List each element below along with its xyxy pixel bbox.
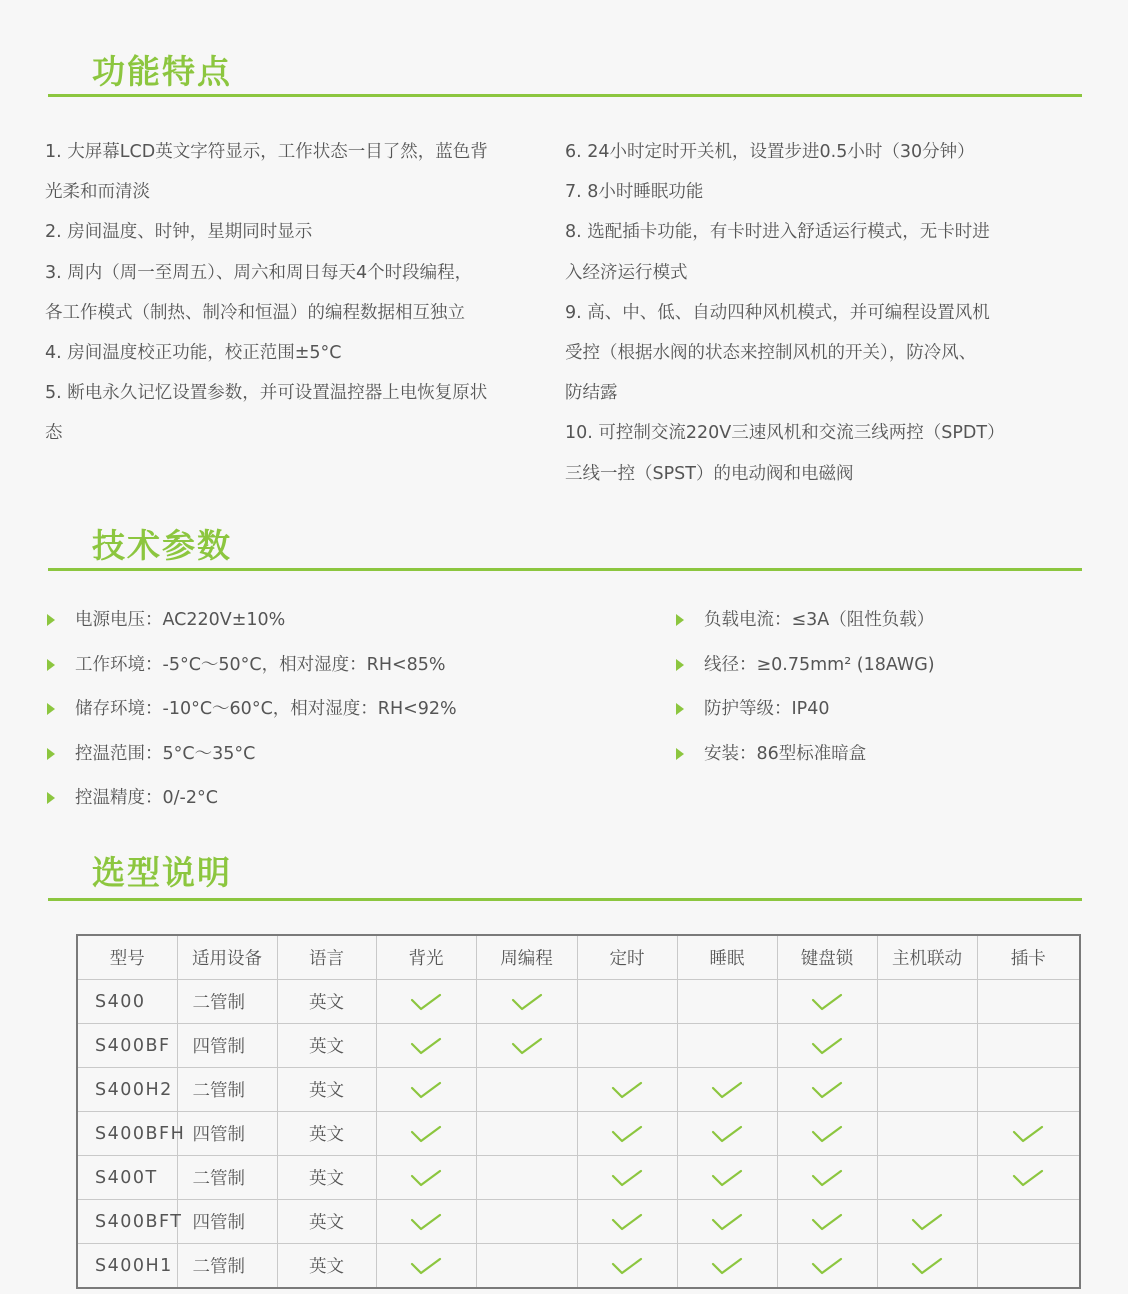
feature-line: 5. 断电永久记忆设置参数，并可设置温控器上电恢复原状 (45, 383, 488, 404)
spec-item (47, 687, 607, 732)
device-cell: 二管制 (177, 1244, 277, 1289)
table-header-cell: 语言 (277, 935, 376, 980)
spec-item (676, 687, 1076, 732)
device-cell: 四管制 (177, 1200, 277, 1244)
checkmark-icon (410, 992, 442, 1012)
feature-line: 各工作模式（制热、制冷和恒温）的编程数据相互独立 (45, 302, 465, 323)
table-header-cell: 插卡 (977, 935, 1080, 980)
spec-text: 电源电压：AC220V±10% (75, 610, 286, 630)
language-cell: 英文 (277, 1024, 376, 1068)
checkmark-icon (511, 1036, 543, 1056)
checkmark-icon (711, 1168, 743, 1188)
specs-right-column (676, 598, 1076, 776)
card-cell (977, 1156, 1080, 1200)
checkmark-icon (611, 1124, 643, 1144)
table-row (77, 1156, 1080, 1200)
timer-cell (577, 1024, 677, 1068)
sleep-cell (677, 1024, 777, 1068)
link-cell (877, 1112, 977, 1156)
checkmark-icon (611, 1168, 643, 1188)
link-cell (877, 1024, 977, 1068)
checkmark-icon (410, 1036, 442, 1056)
checkmark-icon (410, 1080, 442, 1100)
feature-line: 8. 选配插卡功能，有卡时进入舒适运行模式，无卡时进 (565, 222, 990, 243)
language-cell: 英文 (277, 1200, 376, 1244)
model-cell: S400H2 (77, 1068, 177, 1112)
checkmark-icon (611, 1212, 643, 1232)
keylock-cell (777, 980, 877, 1024)
model-cell: S400BF (77, 1024, 177, 1068)
checkmark-icon (811, 1168, 843, 1188)
weekly-cell (476, 1068, 577, 1112)
checkmark-icon (811, 1036, 843, 1056)
triangle-right-icon (47, 614, 55, 626)
spec-text: 工作环境：-5°C～50°C，相对湿度：RH<85% (75, 654, 446, 675)
language-cell: 英文 (277, 1156, 376, 1200)
triangle-right-icon (676, 659, 684, 671)
sleep-cell (677, 1244, 777, 1289)
language-cell: 英文 (277, 1112, 376, 1156)
checkmark-icon (1012, 1168, 1044, 1188)
sleep-cell (677, 1112, 777, 1156)
spec-item (47, 643, 607, 688)
triangle-right-icon (676, 614, 684, 626)
table-row (77, 1024, 1080, 1068)
backlight-cell (376, 1244, 476, 1289)
table-header-cell: 背光 (376, 935, 476, 980)
sleep-cell (677, 980, 777, 1024)
checkmark-icon (711, 1124, 743, 1144)
section-divider (48, 898, 1082, 901)
spec-text: 线径：≥0.75mm² (18AWG) (704, 654, 935, 675)
spec-item (676, 643, 1076, 688)
feature-line: 1. 大屏幕LCD英文字符显示，工作状态一目了然，蓝色背 (45, 142, 488, 162)
timer-cell (577, 1156, 677, 1200)
specs-left-column (47, 598, 607, 821)
triangle-right-icon (47, 748, 55, 760)
checkmark-icon (811, 992, 843, 1012)
spec-text: 控温精度：0/-2°C (75, 788, 218, 808)
spec-item (47, 598, 607, 643)
timer-cell (577, 1068, 677, 1112)
checkmark-icon (611, 1080, 643, 1100)
checkmark-icon (1012, 1124, 1044, 1144)
selection-table (76, 934, 1081, 1289)
backlight-cell (376, 1024, 476, 1068)
device-cell: 四管制 (177, 1112, 277, 1156)
section-title-specs: 技术参数 (92, 526, 232, 565)
device-cell: 四管制 (177, 1024, 277, 1068)
table-header-cell: 周编程 (476, 935, 577, 980)
feature-line: 光柔和而清淡 (45, 182, 150, 203)
spec-item (47, 776, 607, 821)
card-cell (977, 1112, 1080, 1156)
sleep-cell (677, 1200, 777, 1244)
section-divider (48, 568, 1082, 571)
link-cell (877, 1244, 977, 1289)
table-header-cell: 型号 (77, 935, 177, 980)
checkmark-icon (811, 1124, 843, 1144)
triangle-right-icon (47, 659, 55, 671)
keylock-cell (777, 1156, 877, 1200)
weekly-cell (476, 1200, 577, 1244)
table-row (77, 1244, 1080, 1289)
spec-text: 负载电流：≤3A（阻性负载） (704, 610, 935, 630)
backlight-cell (376, 1200, 476, 1244)
features-left-column (45, 132, 545, 454)
sleep-cell (677, 1156, 777, 1200)
triangle-right-icon (676, 703, 684, 715)
weekly-cell (476, 1024, 577, 1068)
features-right-column (565, 132, 1065, 494)
link-cell (877, 1200, 977, 1244)
section-title-selection: 选型说明 (92, 853, 232, 892)
spec-item (676, 732, 1076, 777)
weekly-cell (476, 980, 577, 1024)
table-row (77, 980, 1080, 1024)
backlight-cell (376, 1068, 476, 1112)
checkmark-icon (811, 1256, 843, 1276)
triangle-right-icon (676, 748, 684, 760)
table-header-cell: 定时 (577, 935, 677, 980)
card-cell (977, 1244, 1080, 1289)
backlight-cell (376, 1156, 476, 1200)
checkmark-icon (410, 1212, 442, 1232)
feature-line: 受控（根据水阀的状态来控制风机的开关），防冷风、 (565, 343, 977, 364)
table-header-cell: 主机联动 (877, 935, 977, 980)
feature-line: 入经济运行模式 (565, 262, 688, 283)
feature-line: 6. 24小时定时开关机，设置步进0.5小时（30分钟） (565, 142, 975, 162)
model-cell: S400H1 (77, 1244, 177, 1289)
card-cell (977, 1068, 1080, 1112)
keylock-cell (777, 1244, 877, 1289)
spec-text: 控温范围：5°C～35°C (75, 743, 256, 764)
spec-item (47, 732, 607, 777)
feature-line: 三线一控（SPST）的电动阀和电磁阀 (565, 463, 854, 484)
table-header-cell: 睡眠 (677, 935, 777, 980)
checkmark-icon (410, 1124, 442, 1144)
timer-cell (577, 1200, 677, 1244)
model-cell: S400 (77, 980, 177, 1024)
model-cell: S400BFT (77, 1200, 177, 1244)
weekly-cell (476, 1112, 577, 1156)
feature-line: 9. 高、中、低、自动四种风机模式，并可编程设置风机 (565, 302, 990, 323)
weekly-cell (476, 1156, 577, 1200)
keylock-cell (777, 1200, 877, 1244)
table-header-cell: 适用设备 (177, 935, 277, 980)
keylock-cell (777, 1068, 877, 1112)
language-cell: 英文 (277, 980, 376, 1024)
link-cell (877, 1068, 977, 1112)
sleep-cell (677, 1068, 777, 1112)
link-cell (877, 1156, 977, 1200)
link-cell (877, 980, 977, 1024)
spec-text: 安装：86型标准暗盒 (704, 743, 867, 764)
checkmark-icon (711, 1256, 743, 1276)
feature-line: 防结露 (565, 383, 618, 404)
checkmark-icon (511, 992, 543, 1012)
backlight-cell (376, 980, 476, 1024)
device-cell: 二管制 (177, 980, 277, 1024)
feature-line: 10. 可控制交流220V三速风机和交流三线两控（SPDT） (565, 423, 1005, 444)
checkmark-icon (711, 1212, 743, 1232)
device-cell: 二管制 (177, 1156, 277, 1200)
model-cell: S400BFH (77, 1112, 177, 1156)
triangle-right-icon (47, 792, 55, 804)
feature-line: 2. 房间温度、时钟，星期同时显示 (45, 222, 313, 243)
keylock-cell (777, 1024, 877, 1068)
checkmark-icon (410, 1168, 442, 1188)
card-cell (977, 980, 1080, 1024)
checkmark-icon (811, 1212, 843, 1232)
feature-line: 4. 房间温度校正功能，校正范围±5°C (45, 343, 342, 364)
checkmark-icon (911, 1212, 943, 1232)
table-row (77, 1112, 1080, 1156)
spec-text: 储存环境：-10°C～60°C，相对湿度：RH<92% (75, 699, 457, 719)
device-cell: 二管制 (177, 1068, 277, 1112)
section-divider (48, 94, 1082, 97)
feature-line: 态 (45, 423, 63, 444)
timer-cell (577, 980, 677, 1024)
weekly-cell (476, 1244, 577, 1289)
feature-line: 7. 8小时睡眠功能 (565, 182, 704, 203)
feature-line: 3. 周内（周一至周五）、周六和周日每天4个时段编程， (45, 262, 473, 283)
language-cell: 英文 (277, 1068, 376, 1112)
model-cell: S400T (77, 1156, 177, 1200)
backlight-cell (376, 1112, 476, 1156)
checkmark-icon (410, 1256, 442, 1276)
table-row (77, 1200, 1080, 1244)
timer-cell (577, 1244, 677, 1289)
checkmark-icon (611, 1256, 643, 1276)
table-header-cell: 键盘锁 (777, 935, 877, 980)
card-cell (977, 1024, 1080, 1068)
card-cell (977, 1200, 1080, 1244)
table-row (77, 1068, 1080, 1112)
section-title-features: 功能特点 (92, 52, 232, 91)
checkmark-icon (911, 1256, 943, 1276)
table-header-row (77, 935, 1080, 980)
keylock-cell (777, 1112, 877, 1156)
language-cell: 英文 (277, 1244, 376, 1289)
triangle-right-icon (47, 703, 55, 715)
spec-item (676, 598, 1076, 643)
spec-text: 防护等级：IP40 (704, 699, 830, 719)
timer-cell (577, 1112, 677, 1156)
checkmark-icon (711, 1080, 743, 1100)
checkmark-icon (811, 1080, 843, 1100)
